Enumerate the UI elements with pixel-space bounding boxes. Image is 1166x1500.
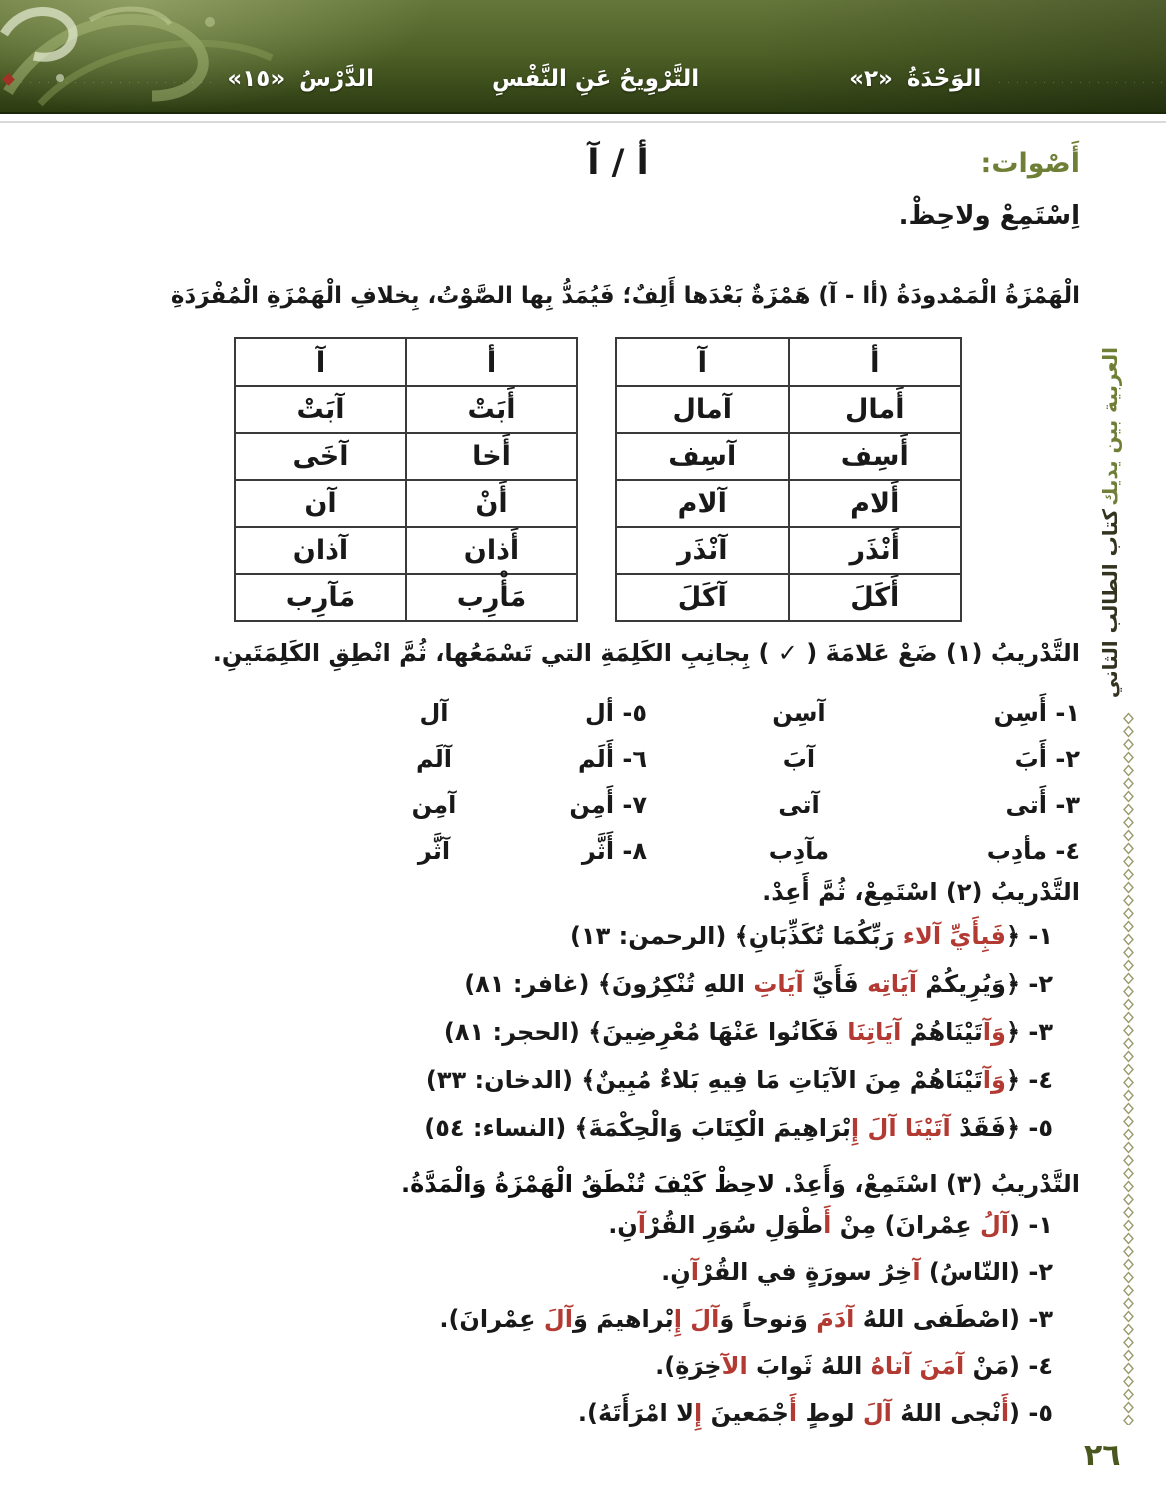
hamza-word: أَلام (789, 480, 962, 527)
unit-label: الوَحْدَةُ (906, 66, 982, 92)
exercise2-title: التَّدْريبُ (٢) اسْتَمِعْ، ثُمَّ أَعِدْ. (762, 878, 1080, 906)
hamza-word: أَسِف (789, 433, 962, 480)
exercise2-verse-list (60, 912, 1053, 1152)
page-number: ٢٦ (1084, 1438, 1121, 1473)
hamza-word: أَكَلَ (789, 574, 962, 621)
exercise1-item: آثَّر (417, 837, 451, 865)
unit-number: «٢» (849, 66, 893, 92)
exercise1-item: آل (419, 699, 449, 727)
hamza-word: أَمال (789, 386, 962, 433)
column-header-madda: آ (616, 338, 789, 386)
header-dotted-chain-right (995, 75, 1166, 83)
table-row (235, 574, 577, 621)
margin-diamond-chain (1122, 712, 1135, 1429)
hamza-word: أَنْ (406, 480, 577, 527)
calligraphy-decoration-icon (0, 0, 360, 112)
quran-verse-line: ٢- ﴿وَيُرِيكُمْ آيَاتِه فَأَيَّ آيَاتِ اللهِ تُنْكِرُونَ﴾ (غافر: ٨١) (464, 970, 1053, 998)
hamza-word: أَخا (406, 433, 577, 480)
exercise1-item: ٧- أَمِن (569, 791, 648, 819)
sounds-label: أَصْوات: (980, 148, 1080, 179)
madda-word: آمال (616, 386, 789, 433)
exercise1-item: آسِن (772, 699, 826, 727)
quran-verse-line: ٤- ﴿وَآتَيْنَاهُمْ مِنَ الآيَاتِ مَا فِيهِ بَلاءٌ مُبِينٌ﴾ (الدخان: ٣٣) (425, 1066, 1053, 1094)
hamza-word: أَبَتْ (406, 386, 577, 433)
margin-book-title: كتاب الطالب الثاني (1098, 509, 1122, 699)
quran-verse-line: ١- ﴿فَبِأَيِّ آلاء رَبِّكُمَا تُكَذِّبَانِ﴾ (الرحمن: ١٣) (570, 922, 1053, 950)
table-row (616, 433, 961, 480)
lesson-number: «١٥» (227, 66, 286, 92)
madda-word: آنْذَر (616, 527, 789, 574)
exercise1-item: ٨- أَثَّر (581, 837, 648, 865)
exercise1-item: ١- أَسِن (993, 699, 1080, 727)
lesson-title: التَّرْوِيحُ عَنِ النَّفْسِ (491, 66, 700, 92)
exercise1-item: ٣- أَتى (1005, 791, 1080, 819)
table-row (235, 527, 577, 574)
exercise1-item: مآدِب (768, 837, 830, 865)
exercise1-item: آلَم (415, 745, 452, 773)
exercise1-item: ٢- أَبَ (1014, 745, 1080, 773)
madda-word: آخَى (235, 433, 406, 480)
quran-verse-line: ٣- ﴿وَآتَيْنَاهُمْ آيَاتِنَا فَكَانُوا عَنْهَا مُعْرِضِينَ﴾ (الحجر: ٨١) (443, 1018, 1053, 1046)
madda-word: آسِف (616, 433, 789, 480)
practice-sentence-line: ٥- (أَنْجى اللهُ آلَ لوطٍ أَجْمَعينَ إِلا امْرَأَتَهُ). (577, 1399, 1053, 1427)
hamza-word: أَذان (406, 527, 577, 574)
table-row (616, 386, 961, 433)
header-dotted-chain-left (17, 75, 213, 83)
margin-series-title: العربية بين يديك (1098, 347, 1122, 506)
exercise1-item: آتى (778, 791, 820, 819)
table-row (235, 433, 577, 480)
practice-sentence-line: ٢- (النّاسُ) آخِرُ سورَةٍ في القُرْآنِ. (661, 1258, 1053, 1286)
madda-rule-text: الْهَمْزَةُ الْمَمْدودَةُ (أا - آ) هَمْزَةٌ بَعْدَها أَلِفٌ؛ فَيُمَدُّ بِها الصَّوْتُ، بِخلافِ الْهَمْزَةِ الْمُفْرَدَةِ (170, 283, 1080, 309)
lesson-label: الدَّرْسُ (299, 66, 374, 92)
practice-sentence-line: ١- (آلُ عِمْرانَ) مِنْ أَطْوَلِ سُوَرِ القُرْآنِ. (608, 1211, 1053, 1239)
exercise1-item: ٤- مأدِب (986, 837, 1080, 865)
column-header-hamza: أ (789, 338, 962, 386)
hamza-word: مَأْرِب (406, 574, 577, 621)
page-header (0, 0, 1166, 114)
exercise1-item: ٦- أَلَم (577, 745, 648, 773)
table-row (616, 527, 961, 574)
practice-sentence-line: ٣- (اصْطَفى اللهُ آدَمَ وَنوحاً وَآلَ إِبْراهيمَ وَآلَ عِمْرانَ). (439, 1305, 1053, 1333)
quran-verse-line: ٥- ﴿فَقَدْ آتَيْنَا آلَ إِبْرَاهِيمَ الْكِتَابَ وَالْحِكْمَةَ﴾ (النساء: ٥٤) (424, 1114, 1053, 1142)
word-pairs-table-left (234, 337, 578, 622)
exercise3-title: التَّدْريبُ (٣) اسْتَمِعْ، وَأَعِدْ. لاحِظْ كَيْفَ تُنْطَقُ الْهَمْزَةُ وَالْمَدَّةُ. (400, 1170, 1080, 1198)
exercise1-title: التَّدْريبُ (١) ضَعْ عَلامَةَ ( ✓ ) بِجانِبِ الكَلِمَةِ التي تَسْمَعُها، ثُمَّ انْطِقِ الكَلِمَتَينِ. (212, 639, 1080, 667)
table-row (235, 386, 577, 433)
listen-note: اِسْتَمِعْ ولاحِظْ. (898, 201, 1080, 231)
exercise1-word-grid (350, 690, 1080, 874)
header-title-row (0, 66, 1166, 92)
chain-end-diamond-icon (2, 73, 15, 86)
table-row (235, 480, 577, 527)
sounds-letters-title: أ / آ (587, 143, 649, 183)
column-header-hamza: أ (406, 338, 577, 386)
practice-sentence-line: ٤- (مَنْ آمَنَ آتاهُ اللهُ ثَوابَ الآخِرَةِ). (655, 1352, 1053, 1380)
madda-word: آبَتْ (235, 386, 406, 433)
madda-word: مَآرِب (235, 574, 406, 621)
column-header-madda: آ (235, 338, 406, 386)
header-divider (0, 121, 1166, 123)
madda-word: آلام (616, 480, 789, 527)
table-row (616, 574, 961, 621)
table-row (616, 480, 961, 527)
exercise1-item: ٥- أل (584, 699, 648, 727)
madda-word: آن (235, 480, 406, 527)
madda-word: آكَلَ (616, 574, 789, 621)
exercise3-sentence-list (60, 1202, 1053, 1437)
exercise1-item: آبَ (782, 745, 816, 773)
madda-word: آذان (235, 527, 406, 574)
exercise1-item: آمِن (411, 791, 457, 819)
word-pairs-table-right (615, 337, 962, 622)
hamza-word: أَنْذَر (789, 527, 962, 574)
